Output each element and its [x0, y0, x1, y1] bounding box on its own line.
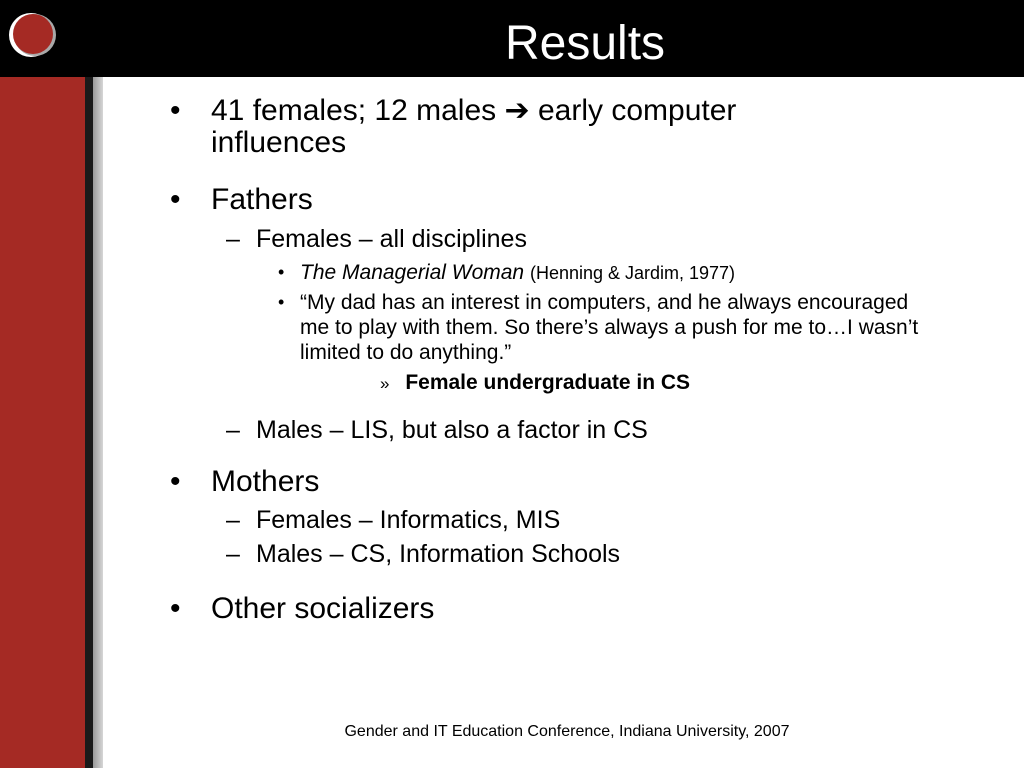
bullet-marker: – [226, 540, 240, 568]
sub-bullet-text: Males – CS, Information Schools [256, 540, 621, 568]
slide-footer: Gender and IT Education Conference, Indiana University, 2007 [344, 723, 790, 740]
bullet-marker: • [170, 465, 181, 498]
citation: (Henning & Jardim, 1977) [529, 263, 736, 283]
quote-text: “My dad has an interest in computers, and he always encouraged me to play with them. So there’s always a push for me to…I wasn’t limited to do anything.” [300, 291, 919, 364]
bullet-marker: – [226, 225, 240, 253]
bullet-marker: • [170, 592, 181, 625]
bullet-text-part: 41 females; 12 males [211, 94, 497, 127]
sub-bullet-text: Females – all disciplines [256, 225, 527, 253]
bullet-marker: • [170, 94, 181, 127]
slide-title: Results [504, 17, 666, 70]
citation-text [300, 260, 930, 286]
quote-source-item [380, 370, 690, 396]
bullet-marker: – [226, 416, 240, 444]
sub-bullet-text: Males – LIS, but also a factor in CS [256, 416, 648, 444]
bullet-text: Other socializers [211, 592, 435, 625]
book-title: The Managerial Woman [300, 261, 525, 284]
quote-source: Female undergraduate in CS [405, 371, 691, 394]
bullet-marker: – [226, 506, 240, 534]
bullet-marker: • [278, 262, 285, 282]
bullet-text: Fathers [211, 183, 313, 216]
bullet-marker: » [380, 374, 390, 393]
arrow-right-icon: ➔ [504, 94, 530, 127]
sidebar-divider [85, 77, 93, 768]
sidebar-shadow [93, 77, 103, 768]
bullet-marker: • [170, 183, 181, 216]
bullet-text [211, 95, 851, 159]
bullet-marker: • [278, 292, 285, 312]
sub-bullet-text: Females – Informatics, MIS [256, 506, 561, 534]
bullet-text: Mothers [211, 465, 320, 498]
sidebar-accent [0, 77, 85, 768]
bullet-text-part: early computer influences [211, 94, 737, 159]
